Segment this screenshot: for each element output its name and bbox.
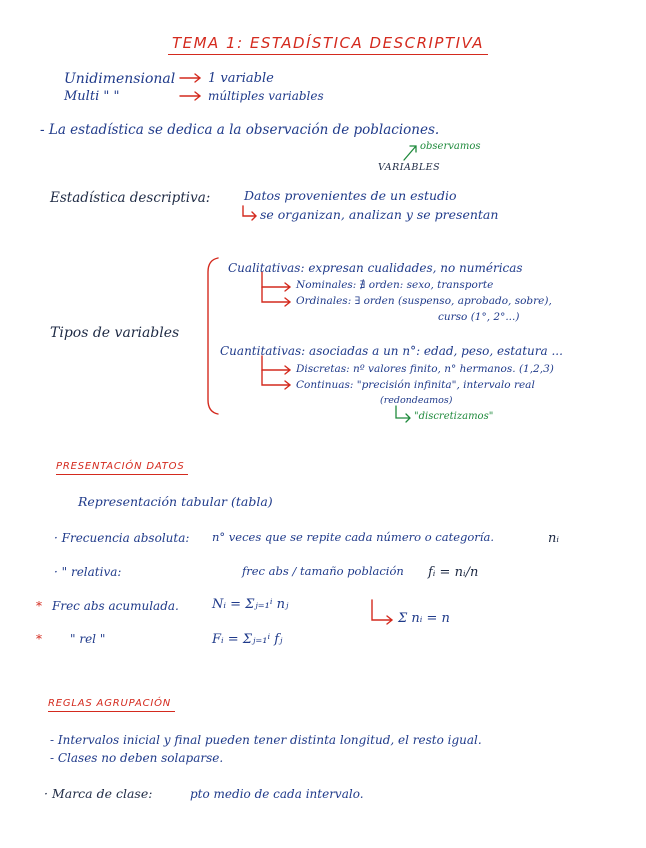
rel-label: · " relativa:: [54, 565, 122, 579]
page-title: TEMA 1: ESTADÍSTICA DESCRIPTIVA: [168, 34, 488, 55]
arrow-hook-icon: [396, 406, 410, 422]
section-heading-presentacion: PRESENTACIÓN DATOS: [56, 461, 188, 475]
multi-label: Multi " ": [64, 89, 120, 104]
discretas-text: Discretas: nº valores finito, n° hermanos. (1,2,3): [296, 363, 554, 375]
redondeamos-text: (redondeamos): [380, 395, 453, 406]
rule-1: - Intervalos inicial y final pueden tener distinta longitud, el resto igual.: [50, 733, 482, 747]
cuantitativas-text: Cuantitativas: asociadas a un n°: edad, peso, estatura ...: [220, 344, 563, 358]
statement-text: - La estadística se dedica a la observación de poblaciones.: [40, 122, 440, 138]
descriptiva-line2: se organizan, analizan y se presentan: [260, 207, 499, 222]
rel-text: frec abs / tamaño población: [242, 564, 404, 578]
discretizamos-text: "discretizamos": [414, 411, 494, 422]
abs-text: n° veces que se repite cada número o categoría.: [212, 530, 494, 544]
acum-formula: Nᵢ = Σⱼ₌₁ⁱ nⱼ: [212, 597, 289, 612]
arrow-right-icon: [180, 92, 200, 100]
abs-symbol: nᵢ: [548, 531, 559, 546]
marca-label: · Marca de clase:: [44, 786, 153, 801]
asterisk-icon: *: [36, 632, 42, 646]
tabular-text: Representación tabular (tabla): [78, 494, 273, 509]
bracket-icon: [208, 258, 218, 414]
unidimensional-value: 1 variable: [208, 71, 274, 86]
acum-label: Frec abs acumulada.: [52, 599, 179, 613]
section-heading-reglas: REGLAS AGRUPACIÓN: [48, 698, 175, 712]
arrow-hook-icon: [243, 206, 256, 220]
descriptiva-label: Estadística descriptiva:: [50, 190, 211, 206]
descriptiva-line1: Datos provenientes de un estudio: [244, 188, 457, 203]
ordinales-cont-text: curso (1°, 2°...): [438, 311, 520, 323]
abs-label: · Frecuencia absoluta:: [54, 531, 190, 545]
note-variables: VARIABLES: [378, 162, 441, 173]
continuas-text: Continuas: "precisión infinita", intervalo real: [296, 379, 535, 391]
rel-formula: fᵢ = nᵢ/n: [428, 565, 479, 580]
arrow-up-icon: [404, 146, 416, 160]
cualitativas-text: Cualitativas: expresan cualidades, no numéricas: [228, 261, 523, 275]
tipos-label: Tipos de variables: [50, 325, 180, 341]
sum-note: Σ nᵢ = n: [398, 611, 450, 626]
arrow-right-icon: [180, 74, 200, 82]
unidimensional-label: Unidimensional: [64, 71, 176, 87]
arrow-hook-icon: [372, 600, 392, 624]
rel-acum-formula: Fᵢ = Σⱼ₌₁ⁱ fⱼ: [212, 632, 283, 647]
note-observamos: observamos: [420, 141, 481, 152]
arrow-hook-icon: [262, 356, 290, 374]
ordinales-text: Ordinales: ∃ orden (suspenso, aprobado, sobre),: [296, 295, 552, 307]
marca-text: pto medio de cada intervalo.: [190, 787, 364, 801]
rel-acum-label: " rel ": [70, 632, 106, 646]
rule-2: - Clases no deben solaparse.: [50, 751, 224, 765]
asterisk-icon: *: [36, 599, 42, 613]
nominales-text: Nominales: ∄ orden: sexo, transporte: [296, 279, 494, 291]
multi-value: múltiples variables: [208, 89, 324, 103]
